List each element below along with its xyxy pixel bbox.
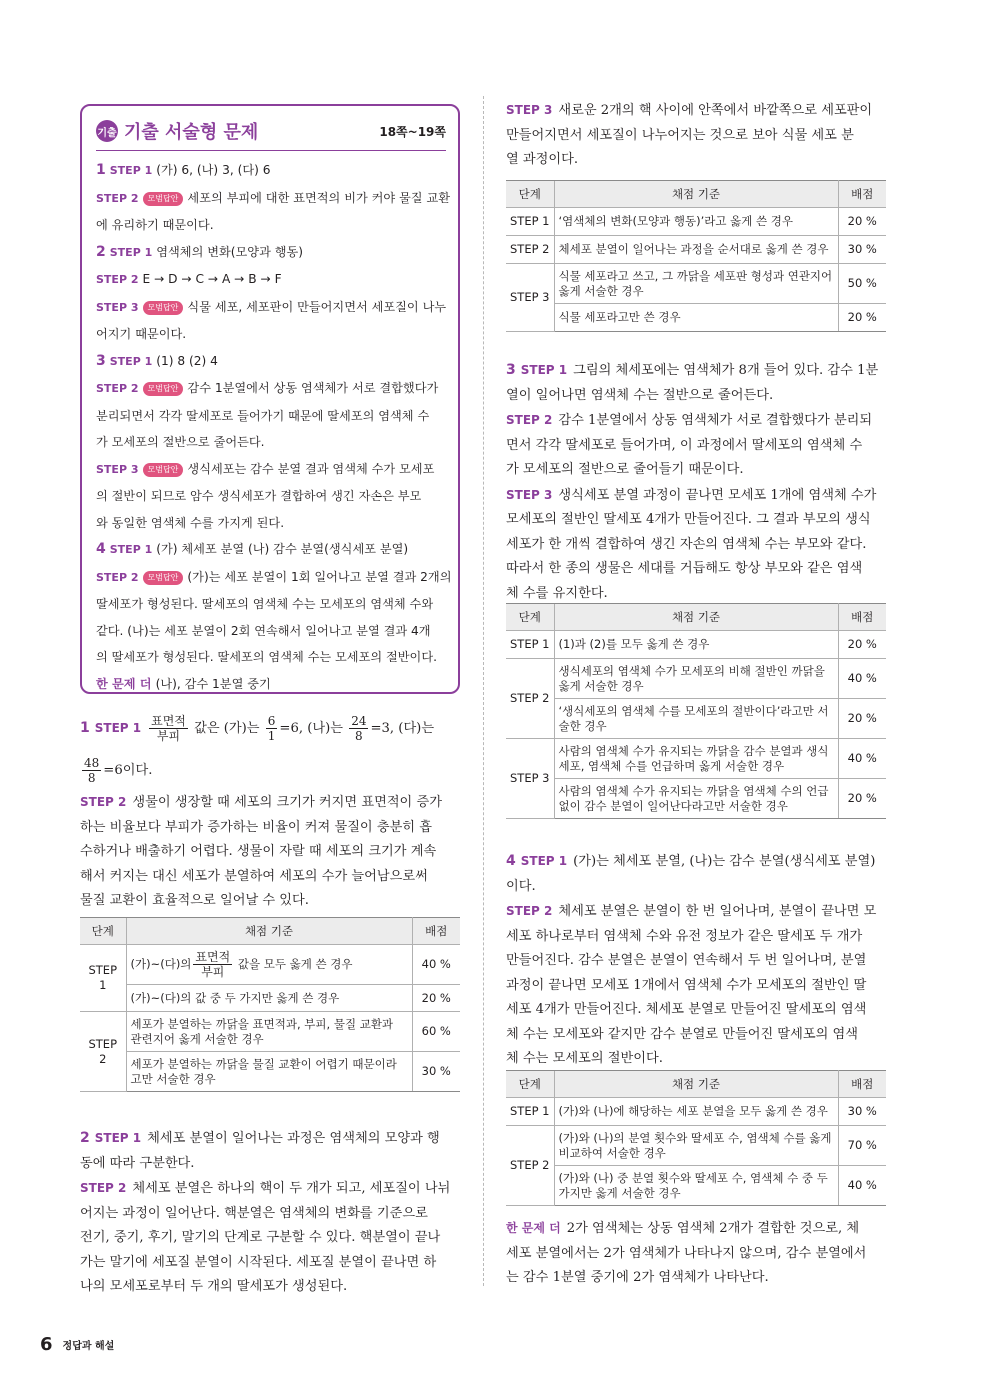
q4-explanation: 4 STEP 1 (가)는 체세포 분열, (나)는 감수 분열(생식세포 분열) 이다. STEP 2 체세포 분열은 분열이 한 번 일어나며, 분열이 끝나면 모 세포 하나로부터 염색체 수와 유전 정보가 같은 딸세포 두 개가 만들어진다. 감수 분열은 분열이 연속해서 두 번 일어나며, 분열 과정이 끝나면 모세포 1개에서 염색체 수가 모세포의 절반인 딸 세포 4개가 만들어진다. 체세포 분열로 만들어진 딸세포의 염색 체 수는 모세포와 같지만 감수 분열로 만들어진 딸세포의 염색 체 수는 모세포의 절반이다. <box>506 853 877 1066</box>
scoring-table-4: 단계 채점 기준 배점 STEP 1 (가)와 (나)에 해당하는 세포 분열을 모두 옳게 쓴 경우 30 % STEP 2 (가)와 (나)의 분열 횟수와 딸세포 수, 염색체 수를 옳게 비교하여 서술한 경우 70 % (가)와 (나) 중 분열 횟수와 딸세포 수, 염색체 수 중 두 가지만 옳게 서술한 경우 40 % <box>506 1070 886 1206</box>
model-answer-badge: 모범답안 <box>143 463 184 477</box>
model-answer-badge: 모범답안 <box>143 192 184 206</box>
one-more-question-explanation: 한 문제 더 2가 염색체는 상동 염색체 2개가 결합한 것으로, 체 세포 분열에서는 2가 염색체가 나타나지 않으며, 감수 분열에서 는 감수 1분열 중기에 2가 염색체가 나타난다. <box>506 1221 867 1285</box>
model-answer-badge: 모범답안 <box>143 382 184 396</box>
past-exam-answer-box <box>80 104 460 694</box>
answer-line: STEP 3 모범답안 식물 세포, 세포판이 만들어지면서 세포질이 나누 <box>96 299 447 314</box>
scoring-table-2: 단계 채점 기준 배점 STEP 1 ‘염색체의 변화(모양과 행동)’라고 옳게 쓴 경우 20 % STEP 2 체세포 분열이 일어나는 과정을 순서대로 옳게 쓴 경우 30 % STEP 3 식물 세포라고 쓰고, 그 까닭을 세포판 형성과 연관지어 옳게 서술한 경우 50 % 식물 세포라고만 쓴 경우 20 % <box>506 180 886 332</box>
answer-lines <box>96 157 452 671</box>
answer-line: 2 STEP 1 염색체의 변화(모양과 행동) <box>96 243 304 260</box>
model-answer-badge: 모범답안 <box>143 301 184 315</box>
scoring-table-3: 단계 채점 기준 배점 STEP 1 (1)과 (2)를 모두 옳게 쓴 경우 20 % STEP 2 생식세포의 염색체 수가 모세포의 비해 절반인 까닭을 옳게 서술한 경우 40 % ‘생식세포의 염색체 수를 모세포의 절반이다’라고만 서술한 경우 20 % STEP 3 사람의 염색체 수가 유지되는 까닭을 감수 분열과 생식세포, 염색체 수를 언급하며 옳게 서술한 경우 40 % 사람의 염색체 수가 유지되는 까닭을 염색체 수의 언급없이 감수 분열이 일어난다라고만 서술한 경우 20 % <box>506 603 886 819</box>
answer-line: STEP 2 모범답안 세포의 부피에 대한 표면적의 비가 커야 물질 교환 <box>96 190 451 205</box>
q1-step2: STEP 2 생물이 생장할 때 세포의 크기가 커지면 표면적이 증가 하는 비율보다 부피가 증가하는 비율이 커져 물질이 충분히 흡 수하거나 배출하기 어렵다. 생물이 자랄 때 세포의 크기가 계속 해서 커지는 대신 세포가 분열하여 세포의 수가 늘어남으로써 물질 교환이 효율적으로 일어날 수 있다. <box>80 795 442 908</box>
answer-line: STEP 2 E → D → C → A → B → F <box>96 272 282 286</box>
page-number: 6 <box>40 1334 53 1355</box>
answer-line: 딸세포가 형성된다. 딸세포의 염색체 수는 모세포의 염색체 수와 <box>96 597 434 611</box>
scoring-table-1: 단계 채점 기준 배점 STEP 1 (가)~(다)의 $\frac{\text{표면적}}{\text{부피}}$ 값을 모두 옳게 쓴 경우 40 % (가)~(다)의 값 중 두 가지만 옳게 쓴 경우 20 % STEP 2 세포가 분열하는 까닭을 표면적과, 부피, 물질 교환과 관련지어 옳게 서술한 경우 60 % 세포가 분열하는 까닭을 물질 교환이 어렵기 때문이라고만 서술한 경우 30 % <box>80 917 460 1092</box>
exam-badge-icon: 기출 <box>96 120 118 142</box>
answer-line: STEP 2 모범답안 (가)는 세포 분열이 1회 일어나고 분열 결과 2개의 <box>96 569 452 584</box>
q1-step1-cont: $\frac{48}{8}$ =6이다. <box>84 756 153 785</box>
answer-line: 같다. (나)는 세포 분열이 2회 연속해서 일어나고 분열 결과 4개 <box>96 623 431 638</box>
q2-explanation: 2 STEP 1 체세포 분열이 일어나는 과정은 염색체의 모양과 행 동에 따라 구분한다. STEP 2 체세포 분열은 하나의 핵이 두 개가 되고, 세포질이 나뉘 어지는 과정이 일어난다. 핵분열은 염색체의 변화를 기준으로 전기, 중기, 후기, 말기의 단계로 구분할 수 있다. 핵분열이 끝나 가는 말기에 세포질 분열이 시작된다. 세포질 분열이 끝나면 하 나의 모세포로부터 두 개의 딸세포가 생성된다. <box>80 1130 451 1294</box>
answer-line: 어지기 때문이다. <box>96 327 187 341</box>
column-divider <box>483 96 484 1286</box>
answer-line: 분리되면서 각각 딸세포로 들어가기 때문에 딸세포의 염색체 수 <box>96 408 430 423</box>
page-footer <box>40 1334 114 1355</box>
answer-line: STEP 3 모범답안 생식세포는 감수 분열 결과 염색체 수가 모세포 <box>96 461 435 476</box>
box-header <box>96 118 446 151</box>
answer-line: 에 유리하기 때문이다. <box>96 218 214 232</box>
one-more-question: 한 문제 더 (나), 감수 1분열 중기 <box>96 676 271 691</box>
page-reference: 18쪽~19쪽 <box>379 124 446 139</box>
answer-line: 1 STEP 1 (가) 6, (나) 3, (다) 6 <box>96 162 271 178</box>
q2-step3: STEP 3 새로운 2개의 핵 사이에 안쪽에서 바깥쪽으로 세포판이 만들어지면서 세포질이 나누어지는 것으로 보아 식물 세포 분 열 과정이다. <box>506 103 873 167</box>
answer-line: 가 모세포의 절반으로 줄어든다. <box>96 435 265 449</box>
answer-line: 3 STEP 1 (1) 8 (2) 4 <box>96 352 218 369</box>
box-title: 기출 서술형 문제 <box>124 122 259 143</box>
fraction-surface-volume: $\frac{\text{표면적}}{\text{부피}}$ <box>151 714 186 743</box>
answer-line: STEP 2 모범답안 감수 1분열에서 상동 염색체가 서로 결합했다가 <box>96 381 439 395</box>
answer-line: 와 동일한 염색체 수를 가지게 된다. <box>96 515 285 530</box>
footer-label: 정답과 해설 <box>62 1341 115 1352</box>
q3-explanation: 3 STEP 1 그림의 체세포에는 염색체가 8개 들어 있다. 감수 1분 열이 일어나면 염색체 수는 절반으로 줄어든다. STEP 2 감수 1분열에서 상동 염색체가 서로 결합했다가 분리되 면서 각각 딸세포로 들어가며, 이 과정에서 딸세포의 염색체 수 가 모세포의 절반으로 줄어들기 때문이다. STEP 3 생식세포 분열 과정이 끝나면 모세포 1개에 염색체 수가 모세포의 절반인 딸세포 4개가 만들어진다. 그 결과 부모의 생식 세포가 한 개씩 결합하여 생긴 자손의 염색체 수는 부모와 같다. 따라서 한 종의 생물은 세대를 거듭해도 항상 부모와 같은 염색 체 수를 유지한다. <box>506 362 879 601</box>
model-answer-badge: 모범답안 <box>143 571 184 585</box>
answer-line: 의 절반이 되므로 암수 생식세포가 결합하여 생긴 자손은 부모 <box>96 489 422 503</box>
answer-line: 4 STEP 1 (가) 체세포 분열 (나) 감수 분열(생식세포 분열) <box>96 541 409 557</box>
q1-step1: 1 STEP 1 $\frac{\text{표면적}}{\text{부피}}$ 값은 (가)는 $\frac{6}{1}$ =6, (나)는 $\frac{24}{8}$ =3, (다)는 <box>80 714 435 743</box>
answer-line: 의 딸세포가 형성된다. 딸세포의 염색체 수는 모세포의 절반이다. <box>96 650 437 664</box>
